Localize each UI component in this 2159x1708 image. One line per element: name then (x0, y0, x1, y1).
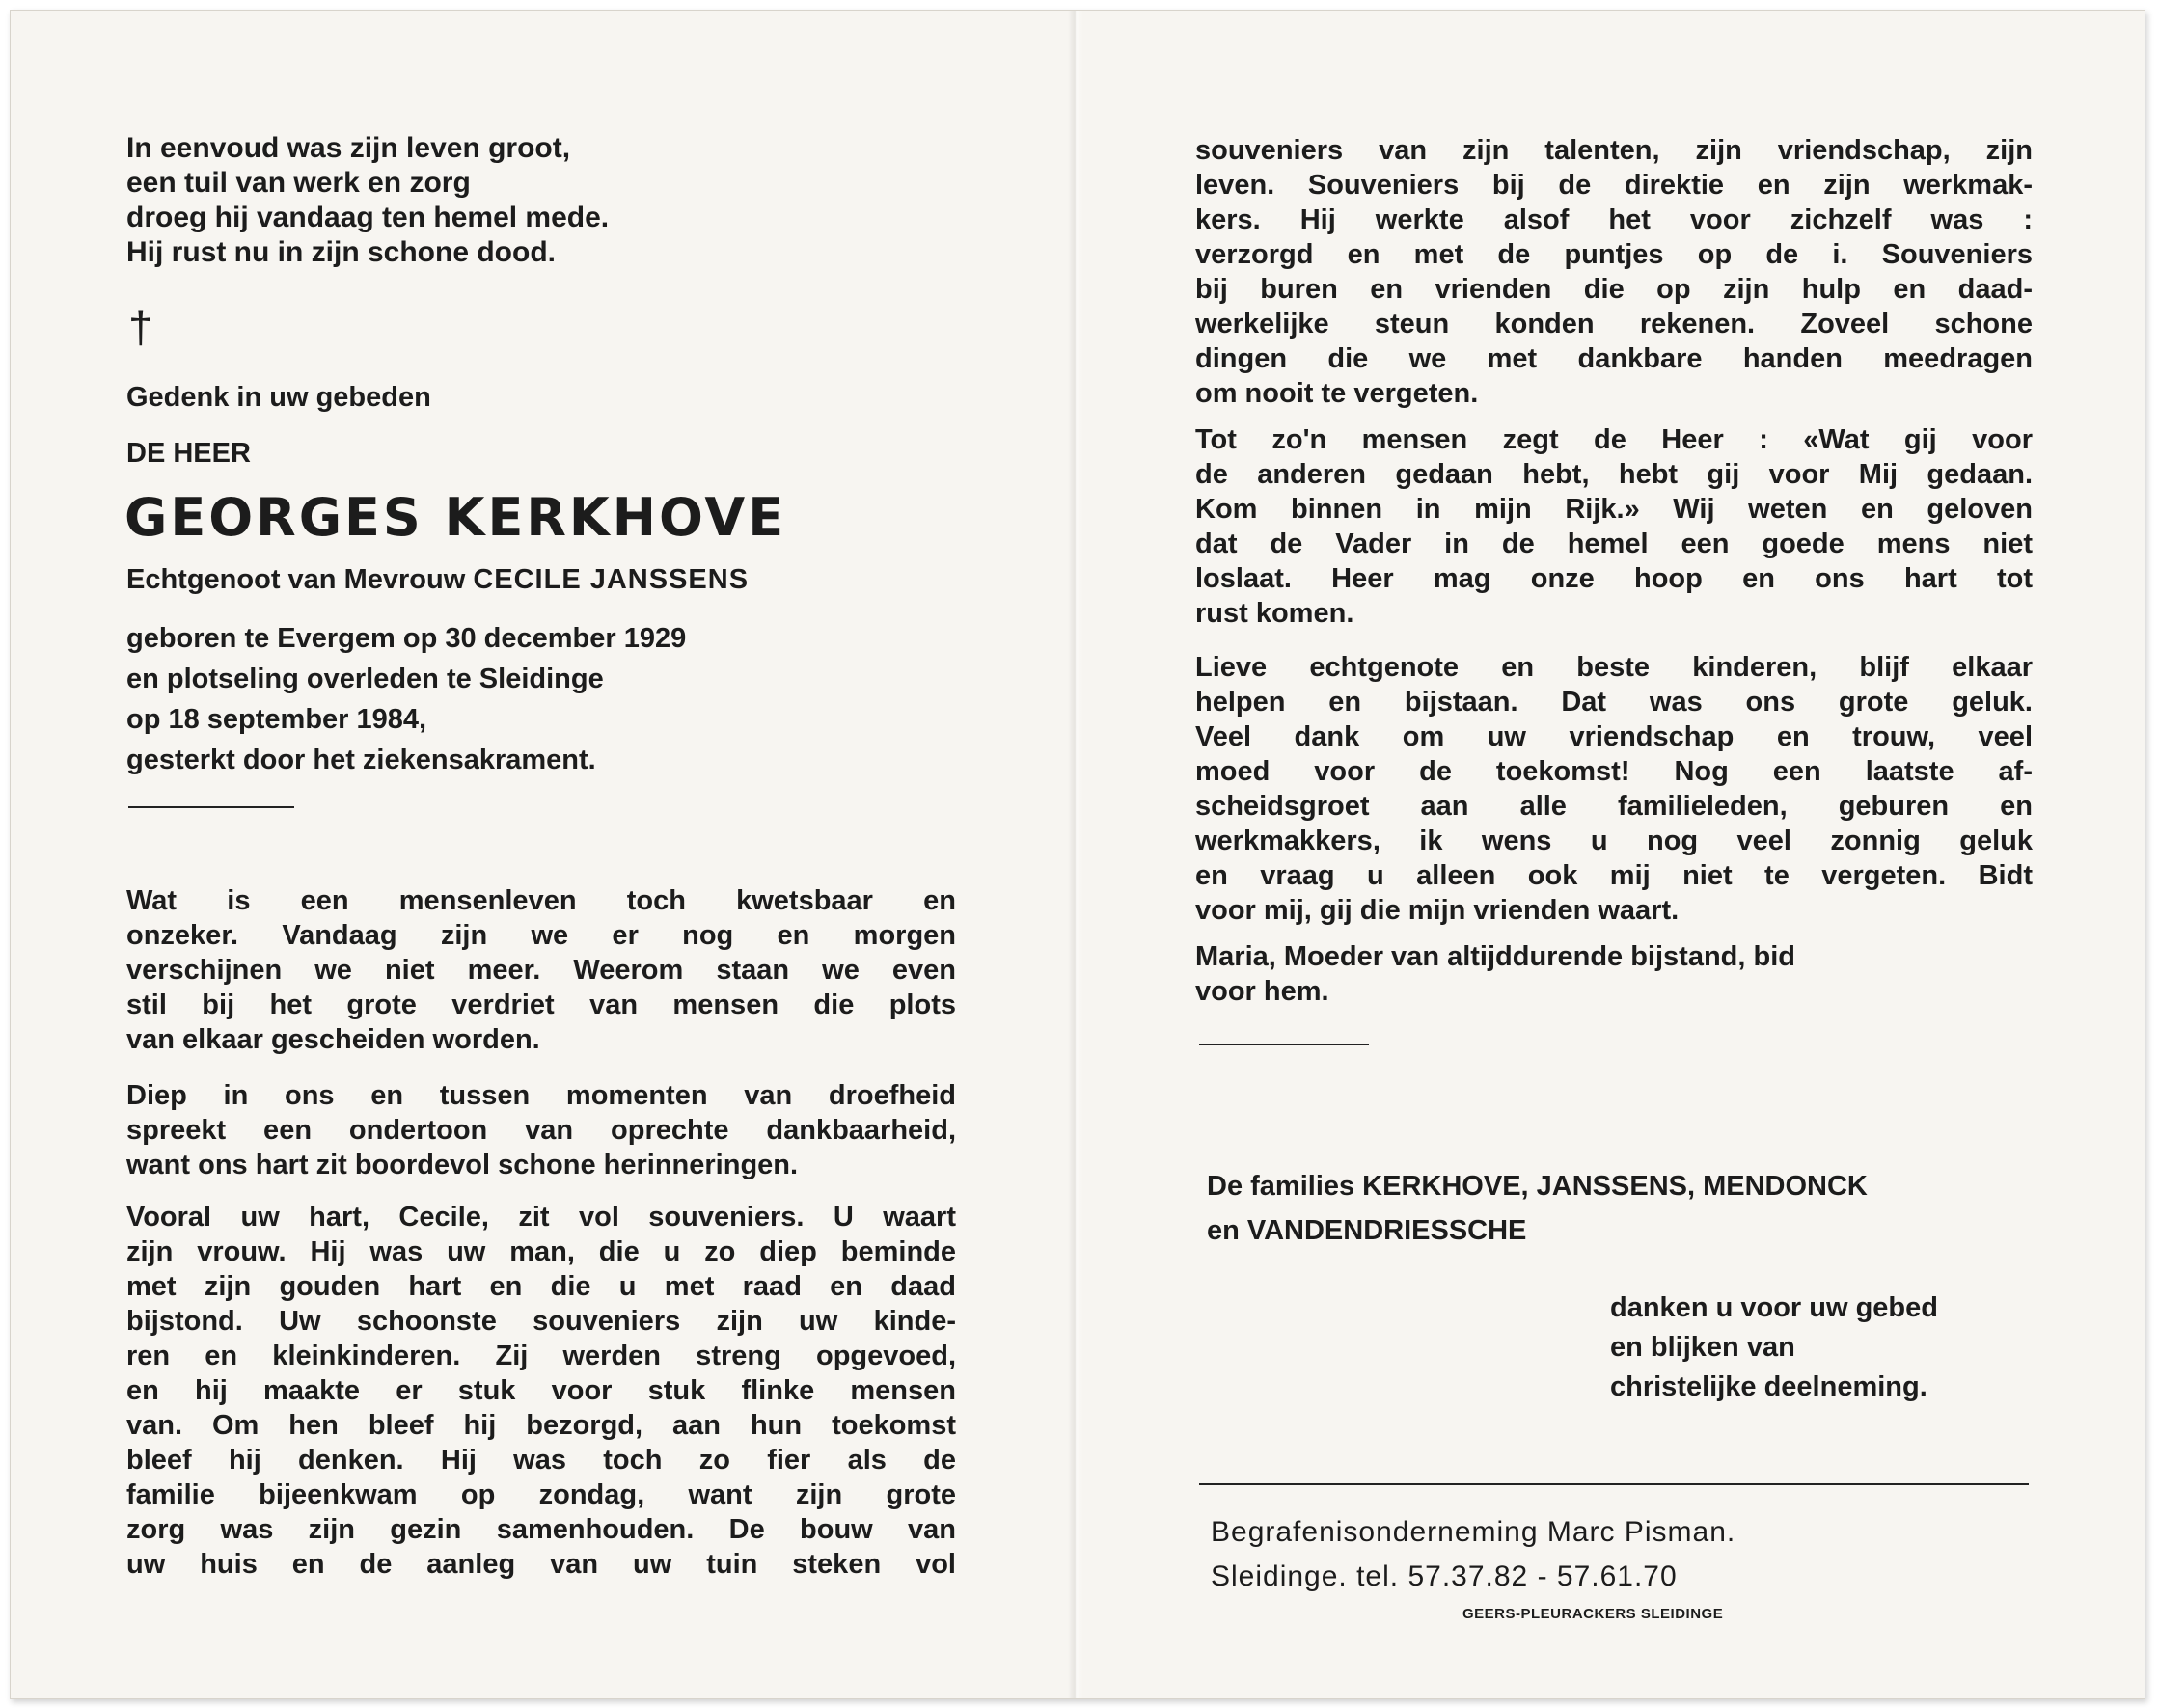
paragraph (1195, 650, 2033, 928)
text-line: Kom binnen in mijn Rijk.» Wij weten en geloven (1195, 494, 2033, 525)
text-line: stil bij het grote verdriet van mensen die plots (126, 990, 956, 1020)
verse-line: Hij rust nu in zijn schone dood. (126, 236, 556, 268)
text-line: dat de Vader in de hemel een goede mens niet (1195, 529, 2033, 559)
thanks-line: en blijken van (1610, 1332, 1795, 1363)
verse-line: droeg hij vandaag ten hemel mede. (126, 202, 610, 233)
text-line: en hij maakte er stuk voor stuk flinke mensen (126, 1375, 956, 1406)
text-line: bleef hij denken. Hij was toch zo fier als de (126, 1445, 956, 1476)
funeral-home (1211, 1510, 1735, 1599)
honorific: DE HEER (126, 438, 251, 469)
text-line: kers. Hij werkte alsof het voor zichzelf was : (1195, 204, 2033, 235)
text-line: uw huis en de aanleg van uw tuin steken vol (126, 1549, 956, 1580)
text-line: ren en kleinkinderen. Zij werden streng opgevoed, (126, 1341, 956, 1371)
thanks-line: danken u voor uw gebed (1610, 1292, 1938, 1323)
text-line: scheidsgroet aan alle familieleden, geburen en (1195, 791, 2033, 822)
verse-line: In eenvoud was zijn leven groot, (126, 132, 571, 164)
text-line: Maria, Moeder van altijddurende bijstand, bid (1195, 941, 1795, 972)
paragraph (1195, 422, 2033, 631)
text-line: werkmakkers, ik wens u nog veel zonnig geluk (1195, 826, 2033, 856)
text-line: leven. Souveniers bij de direktie en zijn werkmak- (1195, 170, 2033, 201)
text-line: zijn vrouw. Hij was uw man, die u zo diep beminde (126, 1236, 956, 1267)
text-line: souveniers van zijn talenten, zijn vriendschap, zijn (1195, 135, 2033, 166)
text-line: want ons hart zit boordevol schone herinneringen. (126, 1150, 799, 1180)
bio-line: en plotseling overleden te Sleidinge (126, 664, 604, 694)
text-line: spreekt een ondertoon van oprechte dankbaarheid, (126, 1115, 956, 1146)
paragraph (126, 883, 956, 1057)
spouse-line (126, 564, 749, 596)
text-line: zorg was zijn gezin samenhouden. De bouw van (126, 1514, 956, 1545)
bio-line: geboren te Evergem op 30 december 1929 (126, 623, 687, 654)
spouse-name: CECILE JANSSENS (473, 564, 750, 595)
deceased-name: GEORGES KERKHOVE (124, 487, 787, 548)
text-line: onzeker. Vandaag zijn we er nog en morgen (126, 920, 956, 951)
funeral-home-line: Sleidinge. tel. 57.37.82 - 57.61.70 (1211, 1560, 1678, 1592)
cross-icon: † (128, 302, 153, 352)
text-line: Lieve echtgenote en beste kinderen, blijf elkaar (1195, 652, 2033, 683)
opening-verse (126, 131, 917, 270)
text-line: Veel dank om uw vriendschap en trouw, veel (1195, 721, 2033, 752)
biography (126, 618, 686, 780)
text-line: voor hem. (1195, 976, 1329, 1007)
text-line: loslaat. Heer mag onze hoop en ons hart tot (1195, 563, 2033, 594)
verse-line: een tuil van werk en zorg (126, 167, 471, 199)
divider (1199, 1483, 2029, 1485)
thanks-block (1610, 1288, 1938, 1407)
text-line: dingen die we met dankbare handen meedragen (1195, 343, 2033, 374)
text-line: van elkaar gescheiden worden. (126, 1024, 540, 1055)
text-line: helpen en bijstaan. Dat was ons grote geluk. (1195, 687, 2033, 718)
text-line: en vraag u alleen ook mij niet te vergeten. Bidt (1195, 860, 2033, 891)
paragraph (126, 1078, 956, 1182)
text-line: Diep in ons en tussen momenten van droefheid (126, 1080, 956, 1111)
text-line: met zijn gouden hart en die u met raad en daad (126, 1271, 956, 1302)
divider (128, 806, 294, 808)
spouse-prefix: Echtgenoot van Mevrouw (126, 564, 474, 595)
families-text: De families KERKHOVE, JANSSENS, MENDONCK (1207, 1171, 1868, 1202)
memorial-card (10, 10, 2145, 1699)
text-line: Tot zo'n mensen zegt de Heer : «Wat gij voor (1195, 424, 2033, 455)
text-line: rust komen. (1195, 598, 1354, 629)
text-line: verschijnen we niet meer. Weerom staan we even (126, 955, 956, 986)
text-line: bijstond. Uw schoonste souveniers zijn uw kinde- (126, 1306, 956, 1337)
thanks-line: christelijke deelneming. (1610, 1371, 1927, 1402)
text-line: moed voor de toekomst! Nog een laatste af- (1195, 756, 2033, 787)
paragraph (1195, 939, 2033, 1009)
divider (1199, 1044, 1369, 1045)
bio-line: gesterkt door het ziekensakrament. (126, 745, 596, 775)
left-page (11, 11, 1072, 1698)
text-line: Wat is een mensenleven toch kwetsbaar en (126, 885, 956, 916)
families-line (1207, 1164, 1868, 1253)
intro-text: Gedenk in uw gebeden (126, 382, 431, 413)
text-line: werkelijke steun konden rekenen. Zoveel schone (1195, 309, 2033, 339)
text-line: Vooral uw hart, Cecile, zit vol souveniers. U waart (126, 1202, 956, 1233)
text-line: de anderen gedaan hebt, hebt gij voor Mij gedaan. (1195, 459, 2033, 490)
text-line: voor mij, gij die mijn vrienden waart. (1195, 895, 1680, 926)
paragraph (1195, 133, 2033, 411)
text-line: bij buren en vrienden die op zijn hulp en daad- (1195, 274, 2033, 305)
paragraph (126, 1200, 956, 1582)
bio-line: op 18 september 1984, (126, 704, 427, 735)
text-line: verzorgd en met de puntjes op de i. Souveniers (1195, 239, 2033, 270)
text-line: om nooit te vergeten. (1195, 378, 1479, 409)
printer-credit: GEERS-PLEURACKERS SLEIDINGE (1462, 1606, 1724, 1622)
funeral-home-line: Begrafenisonderneming Marc Pisman. (1211, 1516, 1736, 1548)
text-line: van. Om hen bleef hij bezorgd, aan hun toekomst (126, 1410, 956, 1441)
text-line: familie bijeenkwam op zondag, want zijn grote (126, 1479, 956, 1510)
families-text: en VANDENDRIESSCHE (1207, 1215, 1527, 1246)
